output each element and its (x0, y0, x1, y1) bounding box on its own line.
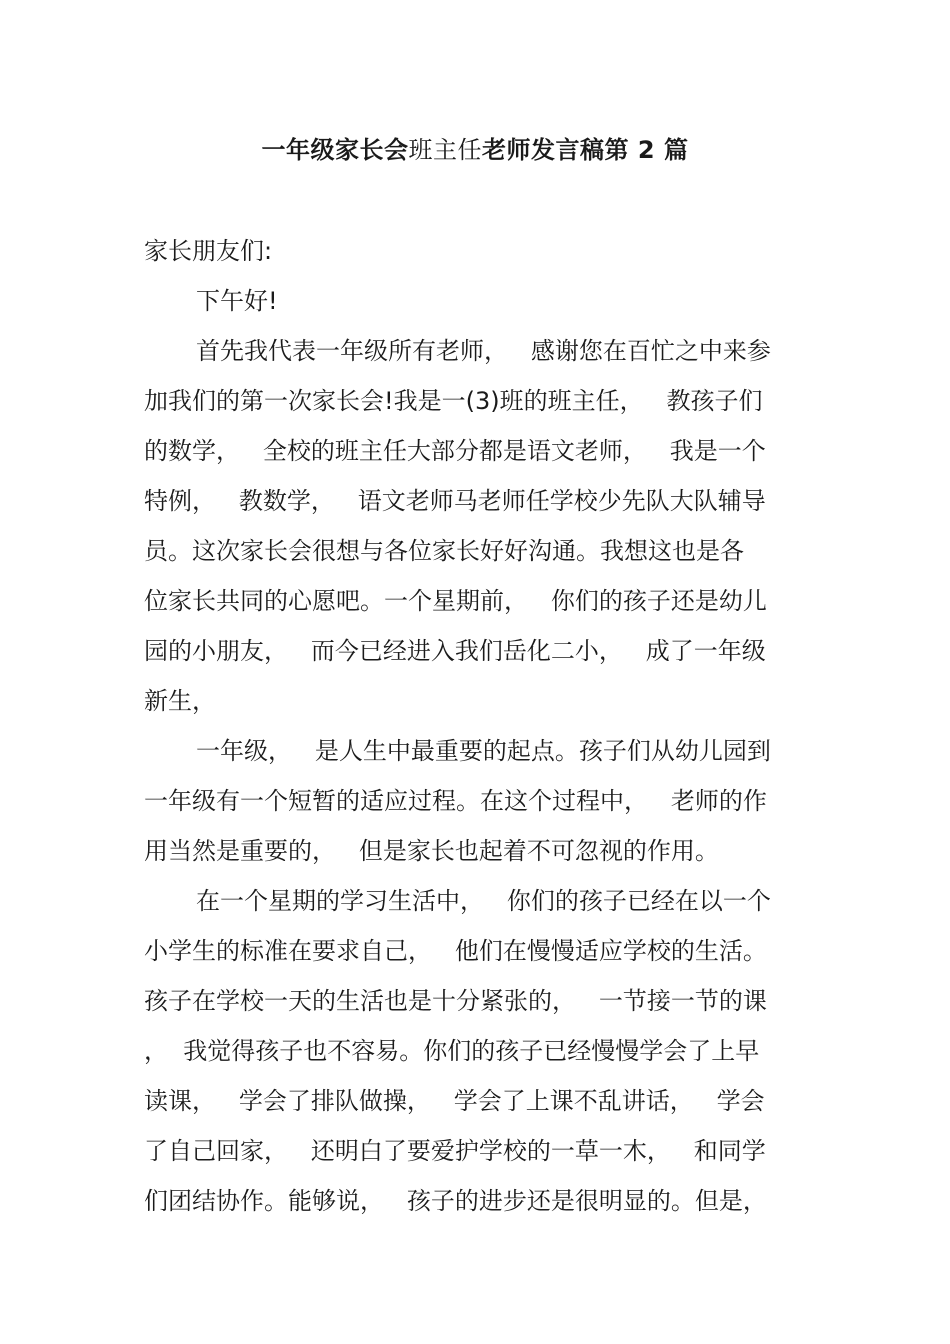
text-line: 位家长共同的心愿吧。一个星期前， 你们的孩子还是幼儿 (144, 587, 767, 615)
text-line: 的数学， 全校的班主任大部分都是语文老师， 我是一个 (144, 437, 766, 465)
text-line: ， 我觉得孩子也不容易。你们的孩子已经慢慢学会了上早 (144, 1037, 760, 1065)
greeting: 家长朋友们: (144, 237, 273, 265)
title-part-1: 一年级家长会 (261, 136, 409, 164)
text-line: 了自己回家， 还明白了要爱护学校的一草一木， 和同学 (144, 1137, 766, 1165)
text-line: 读课， 学会了排队做操， 学会了上课不乱讲话， 学会 (144, 1087, 765, 1115)
text-line: 下午好! (196, 287, 278, 315)
page-title (0, 132, 950, 168)
text-line: 首先我代表一年级所有老师， 感谢您在百忙之中来参 (196, 337, 771, 365)
text-line: 在一个星期的学习生活中， 你们的孩子已经在以一个 (196, 887, 771, 915)
text-line: 新生， (144, 687, 216, 715)
text-line: 园的小朋友， 而今已经进入我们岳化二小， 成了一年级 (144, 637, 766, 665)
text-line: 一年级有一个短暂的适应过程。在这个过程中， 老师的作 (144, 787, 767, 815)
body-text (144, 226, 824, 1226)
text-line: 加我们的第一次家长会!我是一(3)班的班主任， 教孩子们 (144, 387, 763, 415)
text-line: 员。这次家长会很想与各位家长好好沟通。我想这也是各 (144, 537, 744, 565)
text-line: 一年级， 是人生中最重要的起点。孩子们从幼儿园到 (196, 737, 771, 765)
text-line: 们团结协作。能够说， 孩子的进步还是很明显的。但是， (144, 1187, 767, 1215)
text-line: 用当然是重要的， 但是家长也起着不可忽视的作用。 (144, 837, 719, 865)
title-part-2: 班主任 (408, 136, 483, 164)
text-line: 特例， 教数学， 语文老师马老师任学校少先队大队辅导 (144, 487, 766, 515)
title-part-3: 老师发言稿第 2 篇 (482, 136, 689, 164)
text-line: 孩子在学校一天的生活也是十分紧张的， 一节接一节的课 (144, 987, 767, 1015)
text-line: 小学生的标准在要求自己， 他们在慢慢适应学校的生活。 (144, 937, 767, 965)
